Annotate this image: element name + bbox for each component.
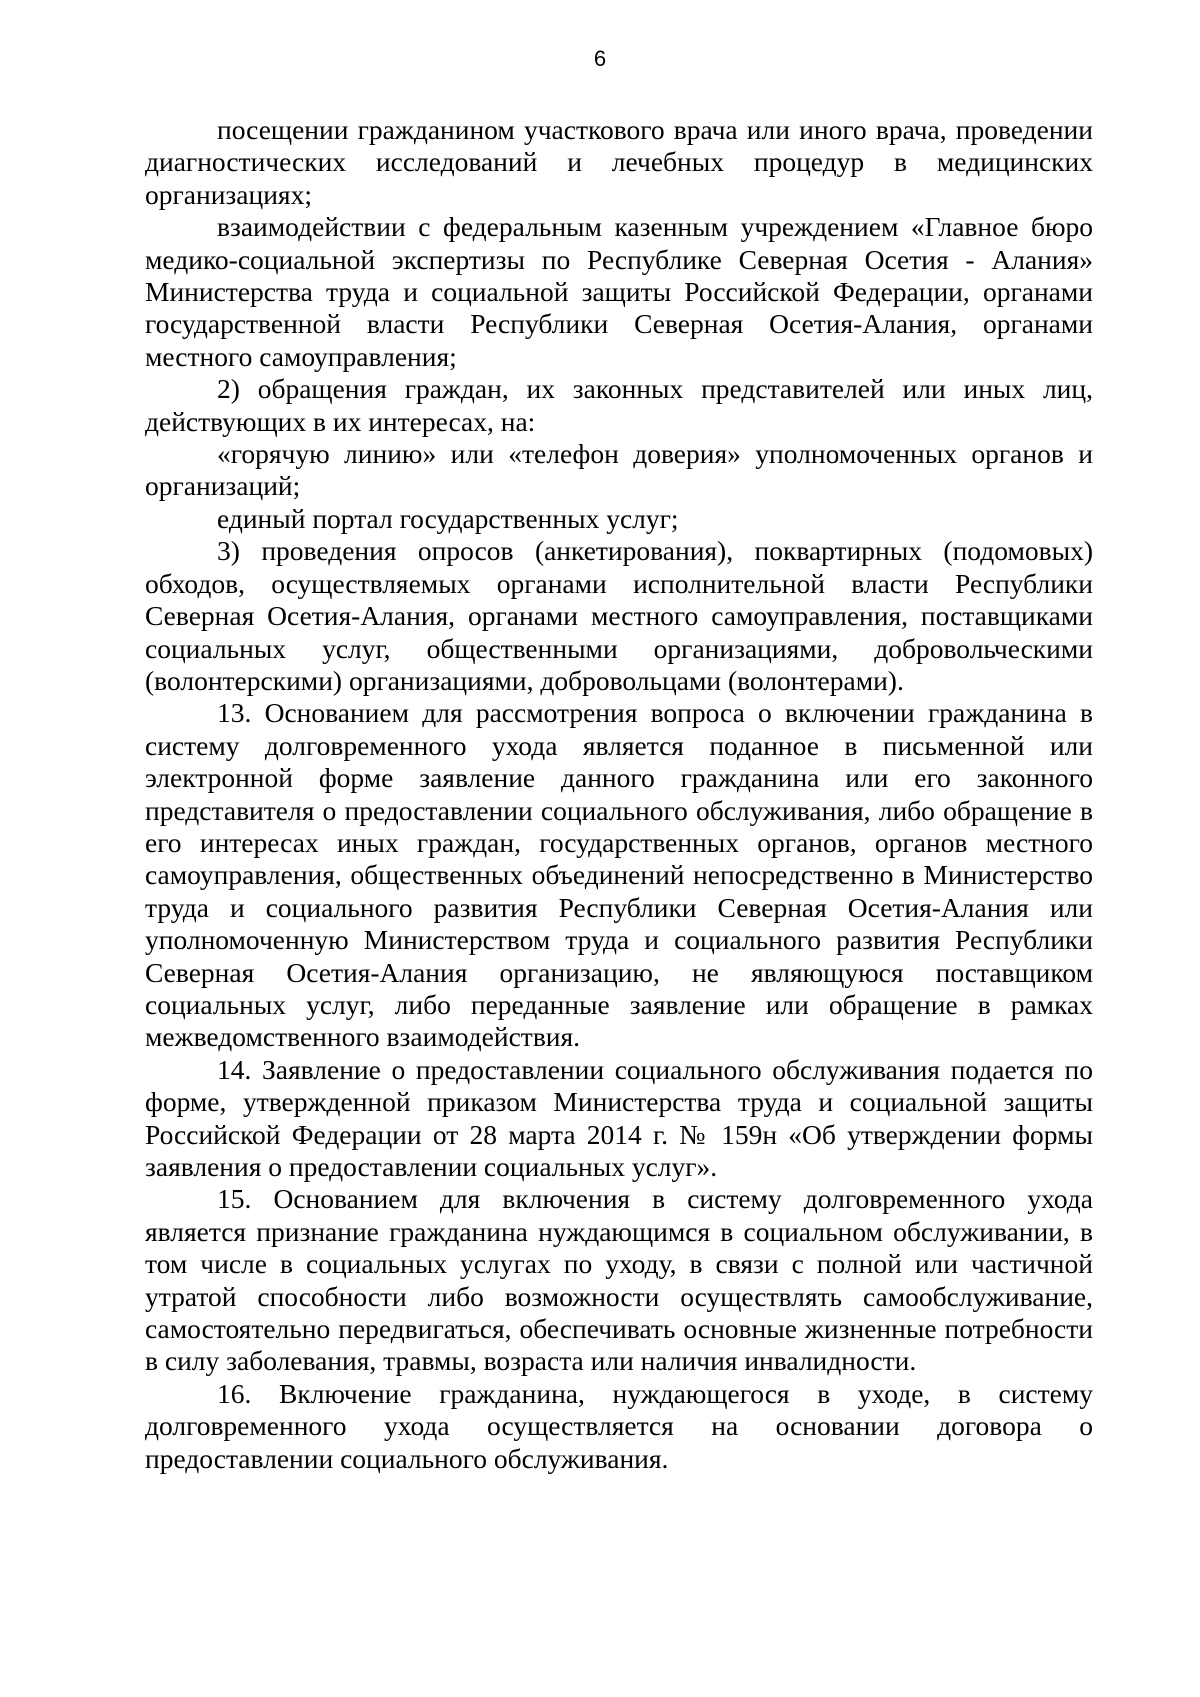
paragraph-visits-continuation: посещении гражданином участкового врача или иного врача, проведении диагностических исследований и лечебных процедур в медицинских организациях; (145, 114, 1093, 210)
paragraph-14: 14. Заявление о предоставлении социального обслуживания подается по форме, утвержденной приказом Министерства труда и социальной защиты Российской Федерации от 28 марта 2014 г. № 159н «Об утверждении формы заявления о предоставлении социальных услуг». (145, 1053, 1093, 1182)
paragraph-hotline: «горячую линию» или «телефон доверия» уполномоченных органов и организаций; (145, 438, 1093, 502)
paragraph-portal: единый портал государственных услуг; (217, 502, 679, 534)
paragraph-interaction: взаимодействии с федеральным казенным учреждением «Главное бюро медико-социальной экспертизы по Республике Северная Осетия - Алания» Министерства труда и социальной защиты Российской Федерации, органами государственной власти Республики Северная Осетия-Алания, органами местного самоуправления; (145, 211, 1093, 372)
document-body (145, 114, 1093, 1475)
paragraph-item-2: 2) обращения граждан, их законных представителей или иных лиц, действующих в их интересах, на: (145, 373, 1093, 437)
paragraph-16: 16. Включение гражданина, нуждающегося в уходе, в систему долговременного ухода осуществляется на основании договора о предоставлении социального обслуживания. (145, 1377, 1093, 1474)
paragraph-13: 13. Основанием для рассмотрения вопроса о включении гражданина в систему долговременного ухода является поданное в письменной или электронной форме заявление данного гражданина или его законного представителя о предоставлении социального обслуживания, либо обращение в его интересах иных граждан, государственных органов, органов местного самоуправления, общественных объединений непосредственно в Министерство труда и социального развития Республики Северная Осетия-Алания или уполномоченную Министерством труда и социального развития Республики Северная Осетия-Алания организацию, не являющуюся поставщиком социальных услуг, либо переданные заявление или обращение в рамках межведомственного взаимодействия. (145, 697, 1093, 1053)
paragraph-item-3: 3) проведения опросов (анкетирования), поквартирных (подомовых) обходов, осуществляемых органами исполнительной власти Республики Северная Осетия-Алания, органами местного самоуправления, поставщиками социальных услуг, общественными организациями, добровольческими (волонтерскими) организациями, добровольцами (волонтерами). (145, 535, 1093, 696)
page-number: 6 (593, 46, 607, 71)
paragraph-15: 15. Основанием для включения в систему долговременного ухода является признание гражданина нуждающимся в социальном обслуживании, в том числе в социальных услугах по уходу, в связи с полной или частичной утратой способности либо возможности осуществлять самообслуживание, самостоятельно передвигаться, обеспечивать основные жизненные потребности в силу заболевания, травмы, возраста или наличия инвалидности. (145, 1183, 1093, 1377)
